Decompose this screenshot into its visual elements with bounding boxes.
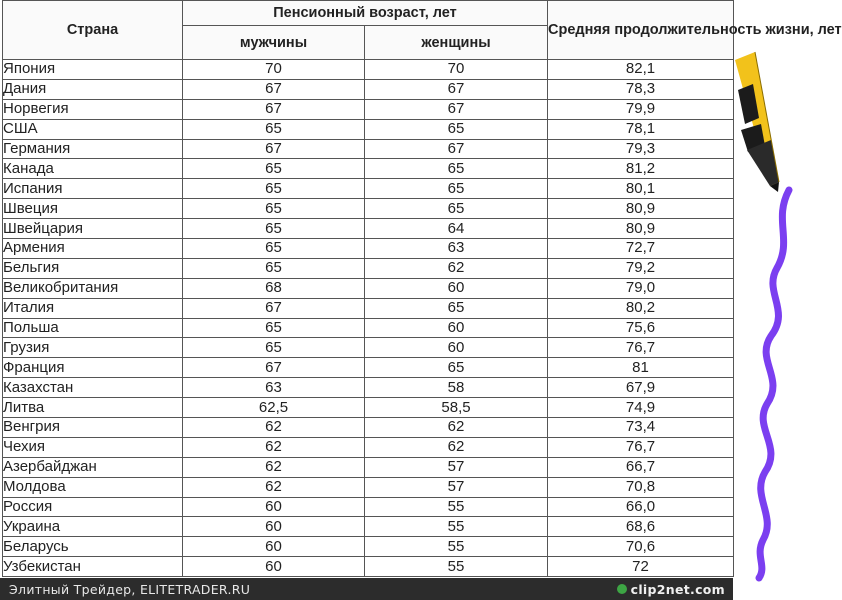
table-row	[3, 517, 734, 537]
men-cell: 65	[183, 219, 365, 239]
header-men: мужчины	[183, 26, 365, 60]
life-cell: 82,1	[548, 60, 734, 80]
men-cell: 65	[183, 199, 365, 219]
country-cell: Великобритания	[3, 278, 183, 298]
men-cell: 60	[183, 557, 365, 577]
life-cell: 75,6	[548, 318, 734, 338]
table-body	[3, 60, 734, 577]
men-cell: 62,5	[183, 398, 365, 418]
men-cell: 67	[183, 298, 365, 318]
men-cell: 65	[183, 258, 365, 278]
country-cell: Япония	[3, 60, 183, 80]
men-cell: 62	[183, 477, 365, 497]
women-cell: 65	[365, 179, 548, 199]
life-cell: 76,7	[548, 437, 734, 457]
country-cell: Азербайджан	[3, 457, 183, 477]
header-country: Страна	[3, 1, 183, 60]
men-cell: 70	[183, 60, 365, 80]
country-cell: Германия	[3, 139, 183, 159]
country-cell: Венгрия	[3, 418, 183, 438]
life-cell: 74,9	[548, 398, 734, 418]
life-cell: 81,2	[548, 159, 734, 179]
life-cell: 73,4	[548, 418, 734, 438]
life-cell: 66,0	[548, 497, 734, 517]
women-cell: 55	[365, 517, 548, 537]
life-cell: 70,8	[548, 477, 734, 497]
men-cell: 67	[183, 139, 365, 159]
table-row	[3, 318, 734, 338]
men-cell: 67	[183, 358, 365, 378]
country-cell: Грузия	[3, 338, 183, 358]
table-row	[3, 219, 734, 239]
table-row	[3, 457, 734, 477]
women-cell: 65	[365, 199, 548, 219]
country-cell: США	[3, 119, 183, 139]
women-cell: 62	[365, 258, 548, 278]
table-row	[3, 437, 734, 457]
women-cell: 67	[365, 79, 548, 99]
table-row	[3, 79, 734, 99]
women-cell: 62	[365, 418, 548, 438]
women-cell: 58,5	[365, 398, 548, 418]
men-cell: 62	[183, 437, 365, 457]
table-row	[3, 179, 734, 199]
brand-label: clip2net.com	[630, 581, 725, 597]
table-row	[3, 298, 734, 318]
table-row	[3, 537, 734, 557]
table-row	[3, 99, 734, 119]
life-cell: 66,7	[548, 457, 734, 477]
country-cell: Чехия	[3, 437, 183, 457]
decoration	[733, 0, 800, 600]
table-row	[3, 358, 734, 378]
table-row	[3, 60, 734, 80]
country-cell: Узбекистан	[3, 557, 183, 577]
women-cell: 64	[365, 219, 548, 239]
life-cell: 76,7	[548, 338, 734, 358]
women-cell: 60	[365, 338, 548, 358]
table-row	[3, 398, 734, 418]
men-cell: 62	[183, 457, 365, 477]
life-cell: 81	[548, 358, 734, 378]
table-row	[3, 258, 734, 278]
table-row	[3, 557, 734, 577]
table-row	[3, 278, 734, 298]
men-cell: 60	[183, 497, 365, 517]
life-cell: 72,7	[548, 239, 734, 259]
women-cell: 65	[365, 358, 548, 378]
table-row	[3, 497, 734, 517]
footer-bar	[0, 578, 733, 600]
women-cell: 62	[365, 437, 548, 457]
pen-icon	[735, 52, 779, 192]
women-cell: 60	[365, 278, 548, 298]
country-cell: Швейцария	[3, 219, 183, 239]
women-cell: 57	[365, 457, 548, 477]
men-cell: 68	[183, 278, 365, 298]
country-cell: Молдова	[3, 477, 183, 497]
life-cell: 72	[548, 557, 734, 577]
country-cell: Польша	[3, 318, 183, 338]
clip2net-icon	[617, 584, 627, 594]
men-cell: 60	[183, 517, 365, 537]
men-cell: 67	[183, 79, 365, 99]
country-cell: Франция	[3, 358, 183, 378]
country-cell: Россия	[3, 497, 183, 517]
life-cell: 67,9	[548, 378, 734, 398]
country-cell: Канада	[3, 159, 183, 179]
country-cell: Бельгия	[3, 258, 183, 278]
women-cell: 65	[365, 298, 548, 318]
table-row	[3, 139, 734, 159]
life-cell: 78,1	[548, 119, 734, 139]
country-cell: Армения	[3, 239, 183, 259]
men-cell: 65	[183, 239, 365, 259]
men-cell: 62	[183, 418, 365, 438]
table-row	[3, 119, 734, 139]
header-retirement-age: Пенсионный возраст, лет	[183, 1, 548, 26]
life-cell: 70,6	[548, 537, 734, 557]
country-cell: Беларусь	[3, 537, 183, 557]
country-cell: Украина	[3, 517, 183, 537]
table-row	[3, 338, 734, 358]
men-cell: 63	[183, 378, 365, 398]
men-cell: 65	[183, 119, 365, 139]
women-cell: 65	[365, 119, 548, 139]
life-cell: 79,0	[548, 278, 734, 298]
header-life-expectancy: Средняя продолжительность жизни, лет	[548, 1, 734, 60]
women-cell: 65	[365, 159, 548, 179]
women-cell: 55	[365, 497, 548, 517]
pension-table	[2, 0, 842, 577]
country-cell: Италия	[3, 298, 183, 318]
men-cell: 65	[183, 179, 365, 199]
life-cell: 79,2	[548, 258, 734, 278]
women-cell: 60	[365, 318, 548, 338]
country-cell: Дания	[3, 79, 183, 99]
women-cell: 70	[365, 60, 548, 80]
footer-brand	[617, 582, 733, 597]
table-row	[3, 239, 734, 259]
country-cell: Швеция	[3, 199, 183, 219]
life-cell: 80,9	[548, 199, 734, 219]
women-cell: 67	[365, 139, 548, 159]
life-cell: 79,9	[548, 99, 734, 119]
table-row	[3, 378, 734, 398]
country-cell: Испания	[3, 179, 183, 199]
life-cell: 80,9	[548, 219, 734, 239]
pension-table-container	[2, 0, 842, 577]
life-cell: 80,1	[548, 179, 734, 199]
table-row	[3, 159, 734, 179]
men-cell: 65	[183, 338, 365, 358]
life-cell: 80,2	[548, 298, 734, 318]
men-cell: 67	[183, 99, 365, 119]
life-cell: 68,6	[548, 517, 734, 537]
country-cell: Казахстан	[3, 378, 183, 398]
table-row	[3, 477, 734, 497]
table-row	[3, 199, 734, 219]
ribbon-decoration	[759, 190, 789, 578]
header-women: женщины	[365, 26, 548, 60]
women-cell: 55	[365, 537, 548, 557]
men-cell: 60	[183, 537, 365, 557]
country-cell: Литва	[3, 398, 183, 418]
country-cell: Норвегия	[3, 99, 183, 119]
women-cell: 63	[365, 239, 548, 259]
men-cell: 65	[183, 318, 365, 338]
table-row	[3, 418, 734, 438]
life-cell: 79,3	[548, 139, 734, 159]
men-cell: 65	[183, 159, 365, 179]
women-cell: 55	[365, 557, 548, 577]
women-cell: 67	[365, 99, 548, 119]
women-cell: 58	[365, 378, 548, 398]
women-cell: 57	[365, 477, 548, 497]
footer-caption: Элитный Трейдер, ELITETRADER.RU	[9, 581, 251, 597]
life-cell: 78,3	[548, 79, 734, 99]
